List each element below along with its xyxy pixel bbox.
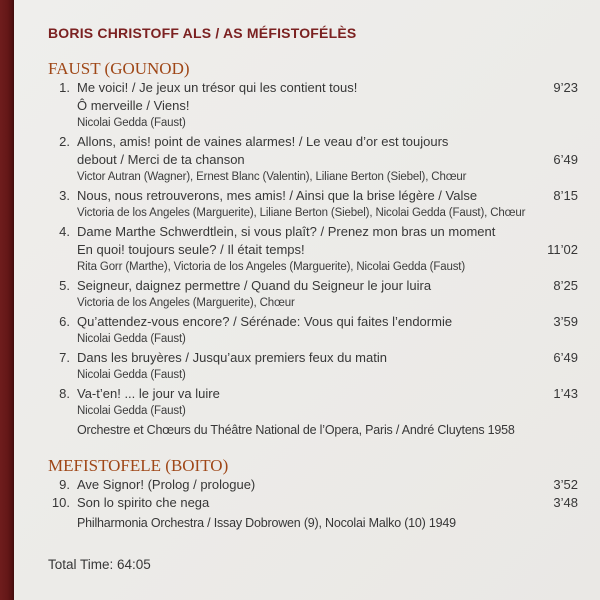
track-duration: 8’25 <box>553 278 578 293</box>
track-performers-credit: Victoria de los Angeles (Marguerite), Liliane Berton (Siebel), Nicolai Gedda (Faust), Chœur <box>77 207 526 219</box>
track-duration: 8’15 <box>553 188 578 203</box>
track-title-line <box>48 277 578 295</box>
track-title: Qu’attendez-vous encore? / Sérénade: Vous qui faites l’endormie <box>77 314 453 329</box>
page-title: BORIS CHRISTOFF ALS / AS MÉFISTOFÉLÈS <box>48 25 357 41</box>
track-title: Me voici! / Je jeux un trésor qui les contient tous! <box>77 80 358 95</box>
track-number: 2. <box>59 134 70 149</box>
track-title-line <box>48 133 578 151</box>
track-row <box>48 476 578 494</box>
tracklist-content <box>14 0 600 600</box>
track-title-line <box>48 313 578 331</box>
track-duration: 11’02 <box>547 242 578 257</box>
track-performers-credit: Victoria de los Angeles (Marguerite), Chœur <box>77 297 295 309</box>
tracklist-section <box>48 456 578 532</box>
track-performers-credit: Nicolai Gedda (Faust) <box>77 405 186 417</box>
track-duration: 6’49 <box>553 152 578 167</box>
section-heading: FAUST (GOUNOD) <box>48 59 190 78</box>
track-number: 7. <box>59 350 70 365</box>
track-title-line <box>48 476 578 494</box>
track-number: 9. <box>59 477 70 492</box>
track-title: En quoi! toujours seule? / Il était temps! <box>77 242 305 257</box>
track-row <box>48 313 578 347</box>
track-number: 3. <box>59 188 70 203</box>
track-title-line <box>48 187 578 205</box>
track-title-line <box>48 494 578 512</box>
track-title: Ave Signor! (Prolog / prologue) <box>77 477 256 492</box>
track-row <box>48 133 578 185</box>
track-number: 5. <box>59 278 70 293</box>
track-performers-credit: Rita Gorr (Marthe), Victoria de los Angeles (Marguerite), Nicolai Gedda (Faust) <box>77 261 466 273</box>
track-title-line <box>48 223 578 241</box>
track-title: Son lo spirito che nega <box>77 495 210 510</box>
track-performers-credit: Victor Autran (Wagner), Ernest Blanc (Valentin), Liliane Berton (Siebel), Chœur <box>77 171 467 183</box>
total-time: Total Time: 64:05 <box>48 557 151 572</box>
track-title-line <box>48 385 578 403</box>
track-row <box>48 494 578 512</box>
track-duration: 3’48 <box>553 495 578 510</box>
track-title: Va-t’en! ... le jour va luire <box>77 386 220 401</box>
track-title-line <box>48 97 578 115</box>
section-orchestra-credit: Orchestre et Chœurs du Théâtre National de l’Opera, Paris / André Cluytens 1958 <box>77 423 515 437</box>
track-title: debout / Merci de ta chanson <box>77 152 245 167</box>
track-performers-credit: Nicolai Gedda (Faust) <box>77 117 186 129</box>
track-number: 6. <box>59 314 70 329</box>
track-row <box>48 187 578 221</box>
track-duration: 9’23 <box>553 80 578 95</box>
track-title-line <box>48 151 578 169</box>
tracklist-section <box>48 59 578 439</box>
track-title: Seigneur, daignez permettre / Quand du Seigneur le jour luira <box>77 278 432 293</box>
track-title: Dame Marthe Schwerdtlein, si vous plaît? / Prenez mon bras un moment <box>77 224 496 239</box>
track-number: 8. <box>59 386 70 401</box>
track-duration: 3’52 <box>553 477 578 492</box>
spine-decoration <box>0 0 14 600</box>
track-row <box>48 79 578 131</box>
track-title: Ô merveille / Viens! <box>77 98 190 113</box>
track-row <box>48 385 578 419</box>
track-duration: 3’59 <box>553 314 578 329</box>
track-title: Dans les bruyères / Jusqu’aux premiers feux du matin <box>77 350 387 365</box>
track-duration: 1’43 <box>553 386 578 401</box>
section-orchestra-credit: Philharmonia Orchestra / Issay Dobrowen (9), Nocolai Malko (10) 1949 <box>77 516 456 530</box>
track-title-line <box>48 241 578 259</box>
track-row <box>48 223 578 275</box>
sections-container <box>48 59 578 532</box>
track-title: Nous, nous retrouverons, mes amis! / Ainsi que la brise légère / Valse <box>77 188 478 203</box>
track-number: 10. <box>51 495 70 510</box>
track-title-line <box>48 349 578 367</box>
track-title: Allons, amis! point de vaines alarmes! / Le veau d’or est toujours <box>77 134 449 149</box>
section-heading: MEFISTOFELE (BOITO) <box>48 456 229 475</box>
track-performers-credit: Nicolai Gedda (Faust) <box>77 369 186 381</box>
track-duration: 6’49 <box>553 350 578 365</box>
track-number: 1. <box>59 80 70 95</box>
track-number: 4. <box>59 224 70 239</box>
track-title-line <box>48 79 578 97</box>
track-row <box>48 277 578 311</box>
track-row <box>48 349 578 383</box>
track-performers-credit: Nicolai Gedda (Faust) <box>77 333 186 345</box>
